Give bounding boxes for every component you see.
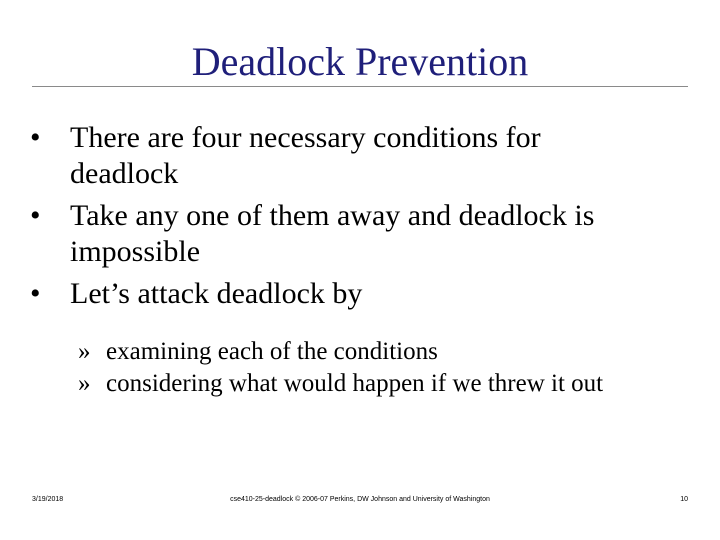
bullet-line: deadlock [70, 157, 179, 190]
bullet-list [0, 120, 720, 318]
slide-title: Deadlock Prevention [191, 39, 529, 84]
footer-date: 3/19/2018 [32, 496, 64, 503]
bullet-item [0, 276, 720, 312]
title-divider [32, 86, 688, 87]
footer-copyright: cse410-25-deadlock © 2006-07 Perkins, DW Johnson and University of Washington [230, 496, 490, 503]
bullet-line: Take any one of them away and deadlock is [70, 199, 595, 232]
bullet-line: impossible [70, 235, 201, 268]
bullet-marker: • [30, 277, 41, 310]
sub-bullet-marker: » [78, 338, 91, 365]
sub-bullet-item [0, 368, 720, 400]
sub-bullet-text: considering what would happen if we threw it out [106, 370, 604, 397]
bullet-line: There are four necessary conditions for [70, 121, 541, 154]
bullet-item [0, 120, 720, 192]
sub-bullet-item [0, 336, 720, 368]
bullet-marker: • [30, 199, 41, 232]
bullet-line: Let’s attack deadlock by [70, 277, 363, 310]
sub-bullet-text: examining each of the conditions [106, 338, 438, 365]
footer-page-number: 10 [680, 496, 688, 503]
sub-bullet-list [0, 336, 720, 400]
sub-bullet-marker: » [78, 370, 91, 397]
bullet-item [0, 198, 720, 270]
bullet-marker: • [30, 121, 41, 154]
